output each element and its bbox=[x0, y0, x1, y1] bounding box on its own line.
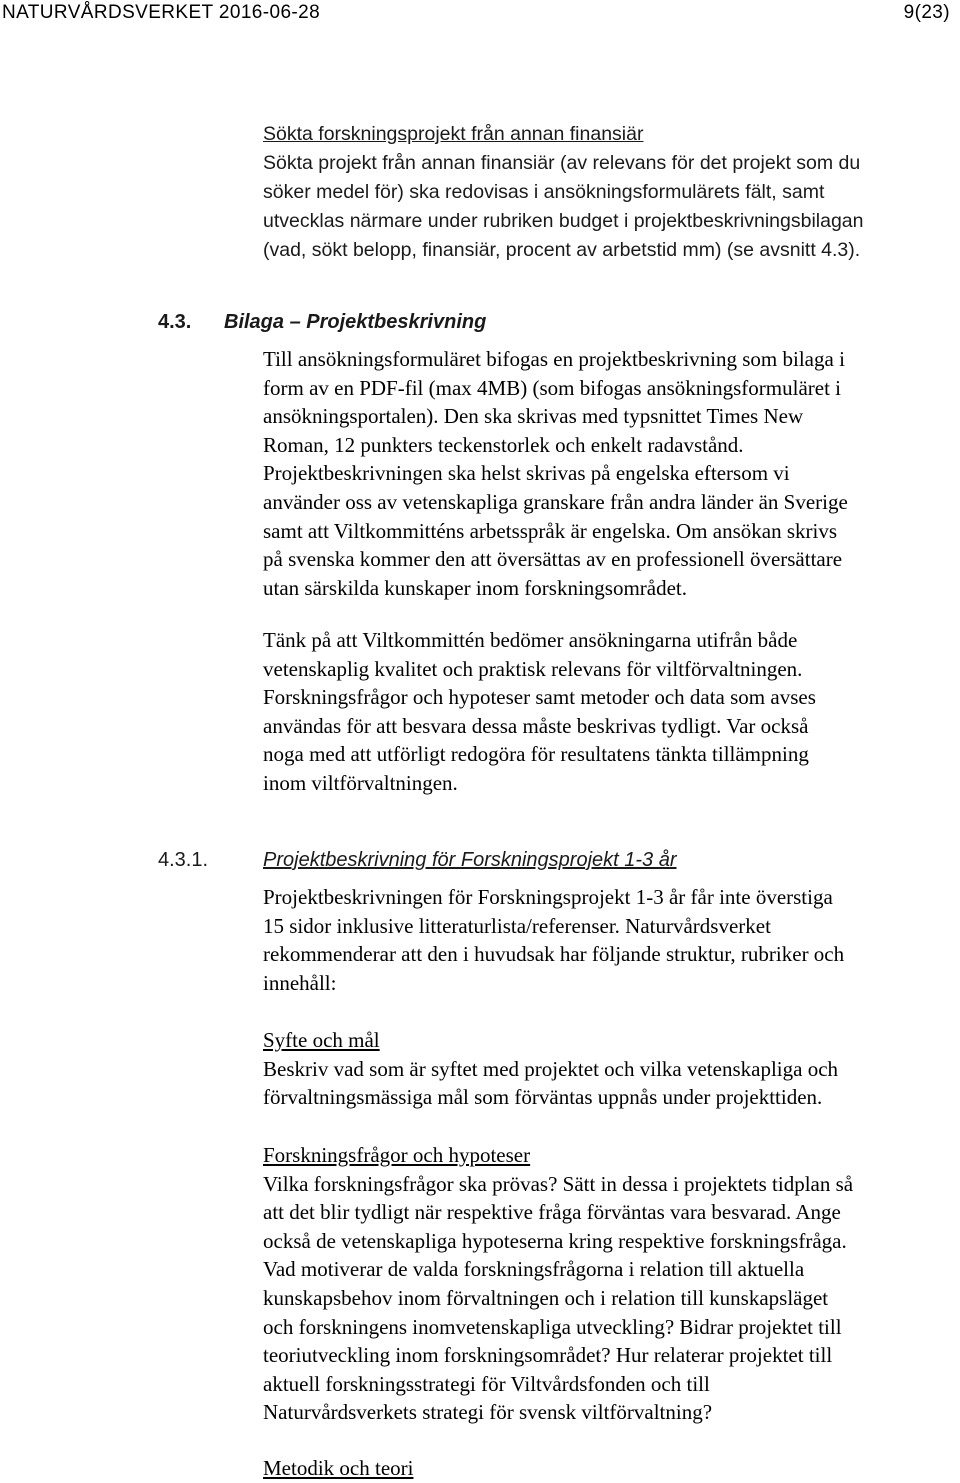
text-line: på svenska kommer den att översättas av en professionell översättare bbox=[263, 547, 843, 572]
paragraph-forskningsprojekt bbox=[263, 883, 958, 997]
section-sokta-title: Sökta forskningsprojekt från annan finansiär bbox=[263, 123, 644, 145]
text-line: Vilka forskningsfrågor ska prövas? Sätt in dessa i projektets tidplan så bbox=[263, 1171, 854, 1196]
text-line: ansökningsportalen). Den ska skrivas med typsnittet Times New bbox=[263, 404, 804, 429]
text-line: använder oss av vetenskapliga granskare från andra länder än Sverige bbox=[263, 489, 848, 514]
section-4-3-1-heading bbox=[158, 849, 818, 877]
text-line: förvaltningsmässiga mål som förväntas uppnås under projekttiden. bbox=[263, 1085, 823, 1110]
subsection-title: Forskningsfrågor och hypoteser bbox=[263, 1143, 531, 1167]
header-agency-date: NATURVÅRDSVERKET 2016-06-28 bbox=[2, 2, 321, 23]
text-line: Vad motiverar de valda forskningsfrågorna i relation till aktuella bbox=[263, 1257, 805, 1282]
paragraph-viltkommitten bbox=[263, 626, 958, 798]
subsection-metodik bbox=[263, 1454, 958, 1483]
paragraph-bilaga-intro bbox=[263, 345, 958, 602]
text-line: att det blir tydligt när respektive fråga förväntas vara besvarad. Ange bbox=[263, 1200, 841, 1225]
text-line: Naturvårdsverkets strategi för svensk viltförvaltning? bbox=[263, 1400, 713, 1425]
text-line: Projektbeskrivningen ska helst skrivas på engelska eftersom vi bbox=[263, 461, 790, 486]
text-line: Till ansökningsformuläret bifogas en projektbeskrivning som bilaga i bbox=[263, 347, 845, 371]
text-line: 15 sidor inklusive litteraturlista/referenser. Naturvårdsverket bbox=[263, 913, 771, 938]
text-line: Tänk på att Viltkommittén bedömer ansökningarna utifrån både bbox=[263, 628, 798, 652]
text-line: kunskapsbehov inom förvaltningen och i relation till kunskapsläget bbox=[263, 1285, 829, 1310]
text-line: inom viltförvaltningen. bbox=[263, 770, 458, 795]
text-line: och forskningens inomvetenskapliga utveckling? Bidrar projektet till bbox=[263, 1314, 842, 1339]
page-header bbox=[2, 2, 950, 26]
text-line: (vad, sökt belopp, finansiär, procent av arbetstid mm) (se avsnitt 4.3). bbox=[263, 239, 861, 261]
text-line: vetenskaplig kvalitet och praktisk relevans för viltförvaltningen. bbox=[263, 656, 803, 681]
text-line: rekommenderar att den i huvudsak har följande struktur, rubriker och bbox=[263, 942, 845, 967]
text-line: noga med att utförligt redogöra för resultatens tänkta tillämpning bbox=[263, 742, 809, 767]
subsection-forskningsfragor bbox=[263, 1141, 958, 1427]
text-line: Sökta projekt från annan finansiär (av relevans för det projekt som du bbox=[263, 152, 861, 174]
text-line: form av en PDF-fil (max 4MB) (som bifogas ansökningsformuläret i bbox=[263, 375, 841, 400]
subsection-title: Metodik och teori bbox=[263, 1456, 414, 1480]
section-title: Bilaga – Projektbeskrivning bbox=[224, 311, 487, 333]
section-4-3-heading bbox=[158, 311, 758, 339]
text-line: samt att Viltkommitténs arbetsspråk är engelska. Om ansökan skrivs bbox=[263, 518, 837, 543]
subsection-syfte bbox=[263, 1026, 958, 1112]
section-number: 4.3. bbox=[158, 311, 192, 333]
text-line: utan särskilda kunskaper inom forskningsområdet. bbox=[263, 575, 687, 600]
text-line: Forskningsfrågor och hypoteser samt metoder och data som avses bbox=[263, 685, 816, 710]
text-line: Beskriv vad som är syftet med projektet och vilka vetenskapliga och bbox=[263, 1056, 839, 1081]
text-line: Projektbeskrivningen för Forskningsprojekt 1-3 år får inte överstiga bbox=[263, 885, 833, 909]
header-page-number: 9(23) bbox=[903, 2, 950, 23]
text-line: Roman, 12 punkters teckenstorlek och enkelt radavstånd. bbox=[263, 432, 744, 457]
text-line: också de vetenskapliga hypoteserna kring respektive forskningsfråga. bbox=[263, 1228, 847, 1253]
text-line: innehåll: bbox=[263, 970, 337, 995]
section-title: Projektbeskrivning för Forskningsprojekt 1-3 år bbox=[263, 849, 677, 871]
text-line: teoriutveckling inom forskningsområdet? Hur relaterar projektet till bbox=[263, 1343, 833, 1368]
text-line: utvecklas närmare under rubriken budget i projektbeskrivningsbilagan bbox=[263, 210, 864, 232]
text-line: aktuell forskningsstrategi för Viltvårdsfonden och till bbox=[263, 1371, 710, 1396]
text-line: användas för att besvara dessa måste beskrivas tydligt. Var också bbox=[263, 713, 809, 738]
section-sokta-projekt bbox=[263, 120, 958, 265]
section-number: 4.3.1. bbox=[158, 849, 209, 871]
text-line: söker medel för) ska redovisas i ansökningsformulärets fält, samt bbox=[263, 181, 825, 203]
subsection-title: Syfte och mål bbox=[263, 1028, 380, 1052]
